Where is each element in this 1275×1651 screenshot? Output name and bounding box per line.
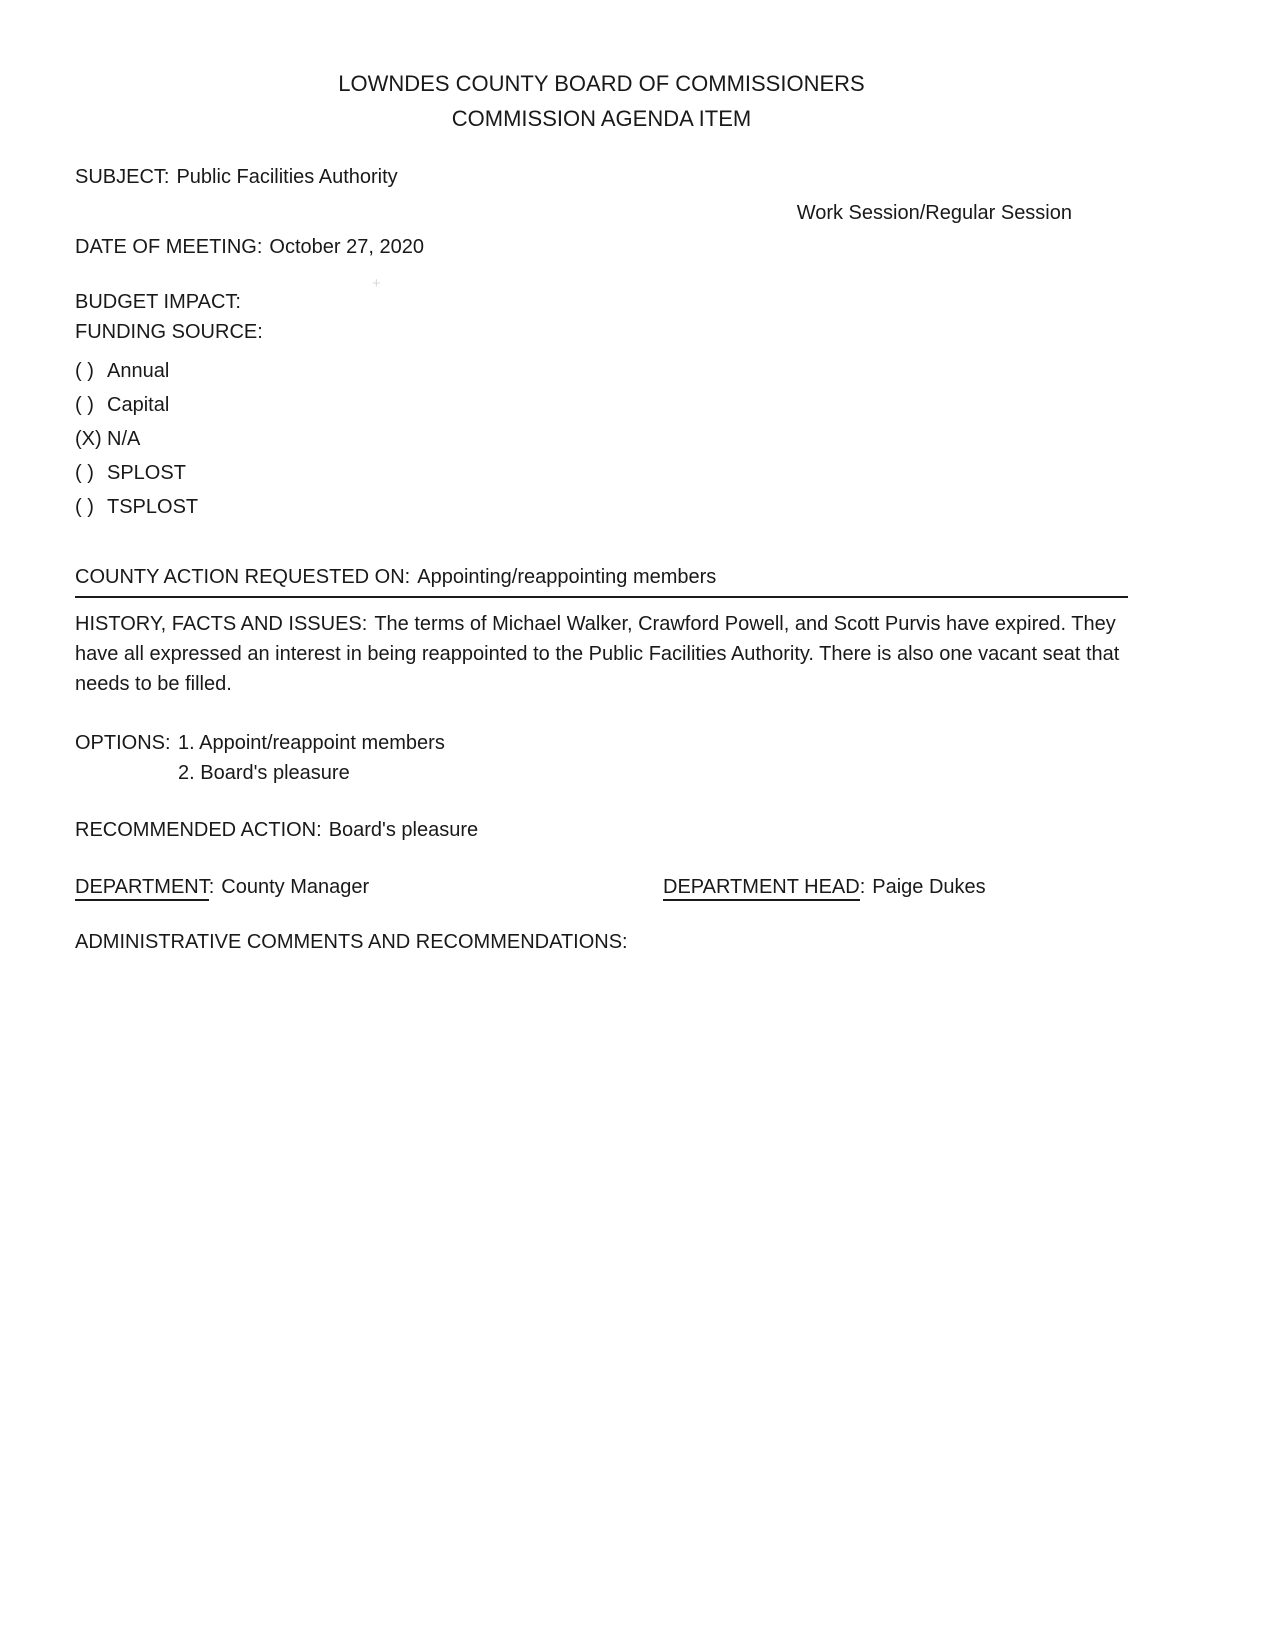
date-label: DATE OF MEETING: (75, 236, 263, 258)
funding-checkbox: ( ) (75, 462, 94, 484)
department-head-col (663, 872, 986, 902)
department-label: DEPARTMENT (75, 876, 209, 901)
option-item-1: 1. Appoint/reappoint members (178, 732, 445, 754)
options-list (178, 728, 445, 788)
options-label: OPTIONS: (75, 732, 171, 754)
funding-checkbox-checked: (X) (75, 428, 102, 450)
option-item-2: 2. Board's pleasure (178, 762, 350, 784)
budget-impact-label: BUDGET IMPACT: (75, 291, 241, 313)
scan-artifact (372, 276, 381, 291)
funding-option-na (75, 422, 1128, 456)
funding-checkbox: ( ) (75, 496, 94, 518)
history-label: HISTORY, FACTS AND ISSUES: (75, 613, 368, 635)
county-action-label: COUNTY ACTION REQUESTED ON: (75, 566, 411, 588)
funding-checkbox: ( ) (75, 394, 94, 416)
department-head-label: DEPARTMENT HEAD (663, 876, 860, 901)
document-title (75, 66, 1128, 136)
funding-option-label: TSPLOST (107, 496, 199, 518)
funding-option-tsplost (75, 490, 1128, 524)
county-action-value: Appointing/reappointing members (417, 566, 717, 588)
date-row (75, 232, 1128, 262)
date-value: October 27, 2020 (269, 236, 424, 258)
department-row (75, 872, 1128, 902)
funding-option-annual (75, 354, 1128, 388)
admin-comments-label: ADMINISTRATIVE COMMENTS AND RECOMMENDATIONS: (75, 931, 628, 953)
recommended-action-value: Board's pleasure (328, 819, 479, 841)
funding-source-label: FUNDING SOURCE: (75, 321, 263, 343)
funding-checkbox: ( ) (75, 360, 94, 382)
funding-option-splost (75, 456, 1128, 490)
subject-row (75, 162, 1128, 192)
recommended-action-label: RECOMMENDED ACTION: (75, 819, 322, 841)
subject-label: SUBJECT: (75, 166, 170, 188)
title-line-2: COMMISSION AGENDA ITEM (451, 106, 752, 131)
county-action-row (75, 562, 1128, 598)
funding-option-label: Capital (107, 394, 170, 416)
session-type: Work Session/Regular Session (796, 202, 1072, 224)
history-text: The terms of Michael Walker, Crawford Powell, and Scott Purvis have expired. They have all expressed an interest in being reappointed to the Public Facilities Authority. There is also one vacant seat that needs to be filled. (75, 613, 1120, 695)
funding-options-list (75, 354, 1128, 524)
department-value: County Manager (221, 876, 370, 898)
subject-value: Public Facilities Authority (176, 166, 398, 188)
budget-funding-block (75, 287, 1128, 524)
title-line-1: LOWNDES COUNTY BOARD OF COMMISSIONERS (338, 71, 865, 96)
funding-option-label: N/A (107, 428, 141, 450)
department-head-value: Paige Dukes (872, 876, 986, 898)
funding-option-label: SPLOST (107, 462, 186, 484)
department-col (75, 872, 663, 902)
funding-option-capital (75, 388, 1128, 422)
funding-option-label: Annual (107, 360, 170, 382)
department-colon: : (208, 876, 215, 898)
options-row (75, 728, 1128, 788)
department-head-colon: : (859, 876, 866, 898)
recommended-action-row (75, 815, 1128, 845)
history-paragraph (75, 609, 1128, 699)
